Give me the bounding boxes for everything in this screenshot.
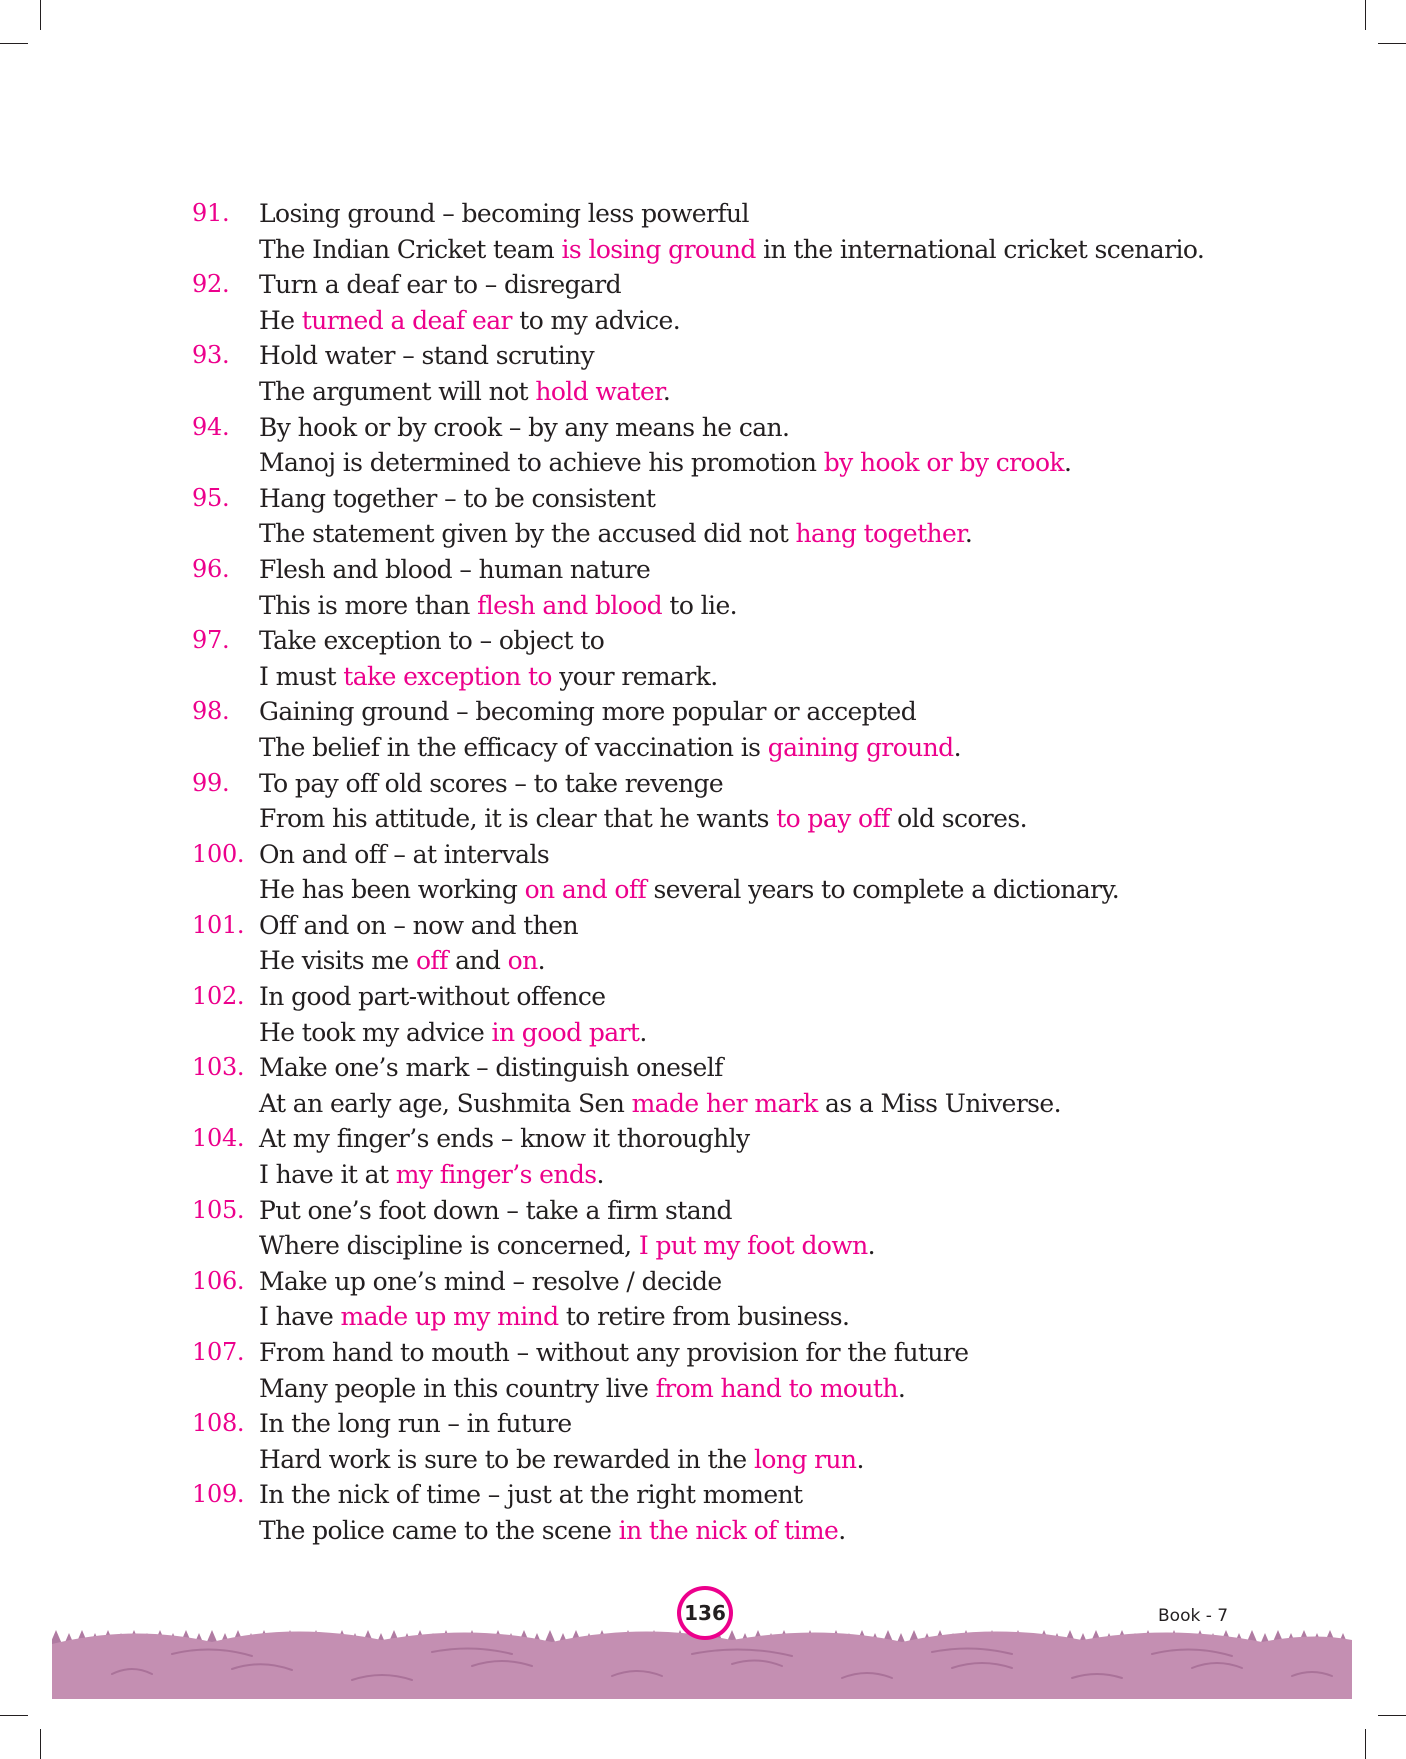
example-text: Where discipline is concerned, <box>259 1231 639 1261</box>
tree-shape <box>52 1630 62 1644</box>
highlighted-idiom: on <box>507 946 538 976</box>
example-text: Many people in this country live <box>259 1373 656 1403</box>
entry-number: 93. <box>192 341 230 370</box>
highlighted-idiom: I put my foot down <box>638 1231 868 1261</box>
idiom-definition: On and off – at intervals <box>259 839 550 869</box>
example-text: old scores. <box>889 804 1027 834</box>
example-sentence <box>259 730 961 765</box>
idiom-entry <box>0 1477 1406 1548</box>
example-text: . <box>867 1231 875 1261</box>
highlighted-idiom: is losing ground <box>561 234 756 264</box>
highlighted-idiom: gaining ground <box>767 732 954 762</box>
idiom-definition: In the long run – in future <box>259 1409 572 1439</box>
crop-mark <box>0 1715 28 1716</box>
example-text: This is more than <box>259 590 478 620</box>
entry-number: 98. <box>192 697 230 726</box>
example-sentence <box>259 659 718 694</box>
book-label: Book - 7 <box>1158 1606 1229 1626</box>
idiom-definition: Take exception to – object to <box>259 626 605 656</box>
example-text: several years to complete a dictionary. <box>646 875 1120 905</box>
example-sentence <box>259 943 545 978</box>
example-text: . <box>662 376 671 406</box>
example-sentence <box>259 1015 647 1050</box>
idiom-definition: To pay off old scores – to take revenge <box>259 768 724 798</box>
example-sentence <box>259 872 1119 907</box>
example-text: He visits me <box>259 946 416 976</box>
example-text: At an early age, Sushmita Sen <box>259 1088 632 1118</box>
idiom-entry <box>0 1050 1406 1121</box>
crop-mark <box>1365 0 1366 30</box>
example-text: Manoj is determined to achieve his promotion <box>259 448 824 478</box>
entry-number: 92. <box>192 270 230 299</box>
idiom-definition: Hang together – to be consistent <box>259 483 656 513</box>
example-text: . <box>953 732 961 762</box>
entry-number: 99. <box>192 768 230 797</box>
entry-number: 106. <box>192 1266 245 1295</box>
example-text: He <box>259 305 302 335</box>
highlighted-idiom: flesh and blood <box>477 590 663 620</box>
entry-number: 102. <box>192 982 245 1011</box>
example-text: . <box>596 1160 604 1190</box>
idiom-entry <box>0 1121 1406 1192</box>
example-text: The Indian Cricket team <box>259 234 562 264</box>
entry-number: 94. <box>192 412 230 441</box>
example-text: to my advice. <box>511 305 681 335</box>
entry-number: 100. <box>192 839 245 868</box>
entry-number: 101. <box>192 910 245 939</box>
page-number: 136 <box>677 1586 733 1640</box>
highlighted-idiom: turned a deaf ear <box>301 305 512 335</box>
example-text: . <box>838 1515 846 1545</box>
example-text: and <box>447 946 508 976</box>
idiom-definition: Put one’s foot down – take a firm stand <box>259 1195 732 1225</box>
idiom-entry <box>0 623 1406 694</box>
idiom-definition: Losing ground – becoming less powerful <box>259 199 749 228</box>
idiom-definition: Make one’s mark – distinguish oneself <box>259 1053 723 1083</box>
example-sentence <box>259 374 670 409</box>
idiom-definition: Flesh and blood – human nature <box>259 554 651 584</box>
idiom-entry <box>0 837 1406 908</box>
idiom-entry <box>0 481 1406 552</box>
example-text: I must <box>259 661 344 691</box>
crop-mark <box>0 43 28 44</box>
example-text: . <box>639 1017 647 1047</box>
highlighted-idiom: hold water <box>535 376 663 406</box>
highlighted-idiom: on and off <box>524 875 647 905</box>
example-sentence <box>259 1157 604 1192</box>
example-text: I have it at <box>259 1160 396 1190</box>
entry-number: 104. <box>192 1124 245 1153</box>
entry-number: 95. <box>192 483 230 512</box>
highlighted-idiom: off <box>415 946 448 976</box>
example-text: your remark. <box>551 661 718 691</box>
example-text: The statement given by the accused did not <box>259 519 796 549</box>
crop-mark <box>1378 1715 1406 1716</box>
crop-mark <box>40 0 41 30</box>
highlighted-idiom: from hand to mouth <box>655 1373 898 1403</box>
idiom-list <box>0 196 1406 1549</box>
idiom-definition: At my finger’s ends – know it thoroughly <box>259 1124 750 1154</box>
highlighted-idiom: in good part <box>491 1017 640 1047</box>
entry-number: 96. <box>192 554 230 583</box>
example-text: The argument will not <box>259 376 536 406</box>
highlighted-idiom: by hook or by crook <box>823 448 1064 478</box>
example-text: . <box>897 1373 906 1403</box>
idiom-entry <box>0 1264 1406 1335</box>
entry-number: 108. <box>192 1409 245 1438</box>
example-sentence <box>259 1228 875 1263</box>
entry-number: 91. <box>192 199 230 227</box>
entry-number: 105. <box>192 1195 245 1224</box>
example-text: He took my advice <box>259 1017 492 1047</box>
example-text: to lie. <box>662 590 737 620</box>
highlighted-idiom: in the nick of time <box>618 1515 839 1545</box>
example-text: . <box>856 1444 864 1474</box>
idiom-definition: Off and on – now and then <box>259 910 578 940</box>
example-text: . <box>537 946 545 976</box>
idiom-definition: Make up one’s mind – resolve / decide <box>259 1266 722 1296</box>
crop-mark <box>1378 43 1406 44</box>
example-text: as a Miss Universe. <box>817 1088 1061 1118</box>
example-text: The belief in the efficacy of vaccination is <box>259 732 768 762</box>
entry-number: 97. <box>192 626 230 655</box>
idiom-definition: Gaining ground – becoming more popular or accepted <box>259 697 917 727</box>
idiom-entry <box>0 552 1406 623</box>
idiom-entry <box>0 410 1406 481</box>
crop-mark <box>1365 1729 1366 1759</box>
entry-number: 103. <box>192 1053 245 1082</box>
idiom-entry <box>0 338 1406 409</box>
highlighted-idiom: take exception to <box>343 661 552 691</box>
idiom-definition: By hook or by crook – by any means he can. <box>259 412 790 442</box>
example-sentence <box>259 1513 846 1548</box>
idiom-entry <box>0 694 1406 765</box>
example-text: I have <box>259 1302 341 1332</box>
idiom-definition: In the nick of time – just at the right moment <box>259 1480 803 1510</box>
example-sentence <box>259 1086 1061 1121</box>
idiom-entry <box>0 196 1406 267</box>
example-sentence <box>259 516 972 551</box>
entry-number: 107. <box>192 1338 245 1366</box>
entry-number: 109. <box>192 1480 245 1509</box>
example-text: Hard work is sure to be rewarded in the <box>259 1444 754 1474</box>
idiom-entry <box>0 1406 1406 1477</box>
idiom-definition: Turn a deaf ear to – disregard <box>259 270 622 300</box>
example-sentence <box>259 588 737 623</box>
example-sentence <box>259 1442 864 1477</box>
example-sentence <box>259 303 680 338</box>
example-text: He has been working <box>259 875 525 905</box>
highlighted-idiom: hang together <box>795 519 965 549</box>
idiom-definition: In good part-without offence <box>259 982 606 1012</box>
highlighted-idiom: made up my mind <box>340 1302 559 1332</box>
idiom-entry <box>0 267 1406 338</box>
example-text: to retire from business. <box>558 1302 850 1332</box>
example-sentence <box>259 445 1071 480</box>
idiom-entry <box>0 1335 1406 1406</box>
example-text: . <box>1063 448 1072 478</box>
example-sentence <box>259 1371 905 1406</box>
example-sentence <box>259 232 1204 267</box>
example-text: . <box>964 519 973 549</box>
highlighted-idiom: long run <box>753 1444 857 1474</box>
idiom-definition: From hand to mouth – without any provision for the future <box>259 1338 969 1367</box>
idiom-entry <box>0 1193 1406 1264</box>
highlighted-idiom: made her mark <box>631 1088 818 1118</box>
example-text: From his attitude, it is clear that he wants <box>259 804 777 834</box>
highlighted-idiom: to pay off <box>776 804 890 834</box>
crop-mark <box>40 1729 41 1759</box>
example-sentence <box>259 801 1027 836</box>
idiom-definition: Hold water – stand scrutiny <box>259 341 595 371</box>
idiom-entry <box>0 979 1406 1050</box>
example-text: in the international cricket scenario. <box>755 234 1205 264</box>
example-text: The police came to the scene <box>259 1515 619 1545</box>
highlighted-idiom: my finger’s ends <box>395 1160 597 1190</box>
idiom-entry <box>0 766 1406 837</box>
example-sentence <box>259 1299 849 1334</box>
idiom-entry <box>0 908 1406 979</box>
